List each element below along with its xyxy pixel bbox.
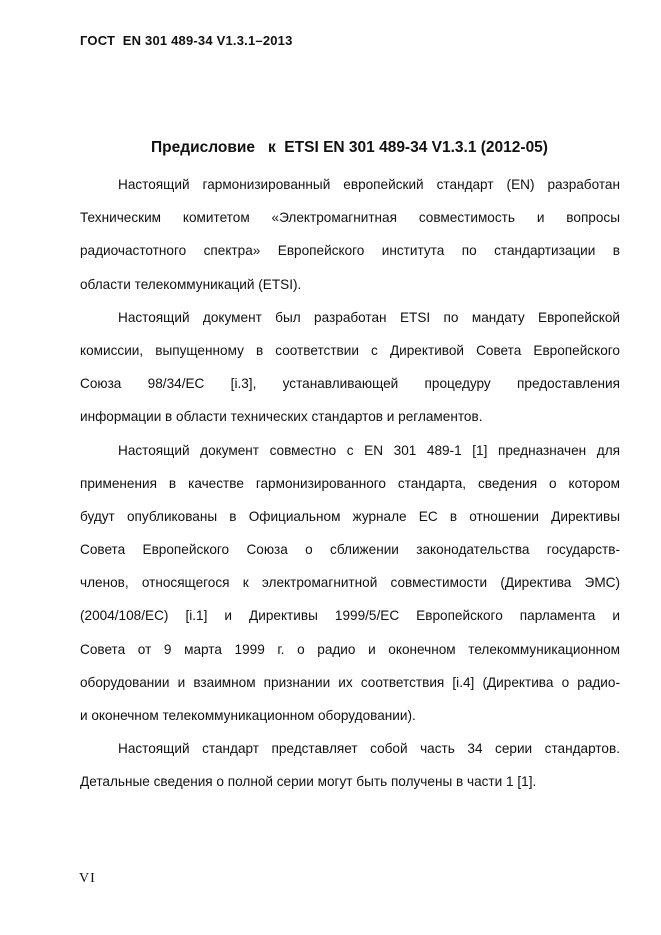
paragraph-mandate: [80, 301, 620, 434]
text-line: Настоящий стандарт представляет собой часть 34 серии стандартов.: [118, 741, 620, 757]
text-line: Союза 98/34/ЕС [i.3], устанавливающей процедуру предоставления: [80, 376, 620, 392]
text-line: будут опубликованы в Официальном журнале ЕС в отношении Директивы: [80, 508, 620, 524]
text-line: Детальные сведения о полной серии могут быть получены в части 1 [1].: [80, 774, 537, 790]
text-line: радиочастотного спектра» Европейского института по стандартизации в: [80, 243, 620, 259]
paragraph-series: [80, 732, 620, 798]
paragraph-purpose: [80, 434, 620, 733]
text-line: (2004/108/ЕС) [i.1] и Директивы 1999/5/ЕС Европейского парламента и: [80, 608, 620, 624]
text-line: применения в качестве гармонизированного стандарта, сведения о котором: [80, 475, 620, 491]
text-line: Настоящий документ был разработан ETSI по мандату Европейской: [118, 309, 620, 325]
paragraph-development: [80, 168, 620, 301]
text-line: Совета от 9 марта 1999 г. о радио и оконечном телекоммуникационном: [80, 641, 620, 657]
text-line: и оконечном телекоммуникационном оборудовании).: [80, 708, 416, 723]
document-header: ГОСТ EN 301 489-34 V1.3.1–2013: [80, 33, 293, 48]
text-line: Настоящий документ совместно с EN 301 489-1 [1] предназначен для: [118, 442, 620, 458]
page-number: VI: [79, 871, 96, 886]
text-line: Совета Европейского Союза о сближении законодательства государств-: [80, 542, 620, 558]
text-line: комиссии, выпущенному в соответствии с Директивой Совета Европейского: [80, 342, 620, 358]
text-line: Техническим комитетом «Электромагнитная совместимость и вопросы: [80, 210, 620, 226]
text-line: Настоящий гармонизированный европейский стандарт (EN) разработан: [118, 177, 620, 192]
text-line: информации в области технических стандартов и регламентов.: [80, 409, 483, 425]
text-line: области телекоммуникаций (ETSI).: [80, 276, 302, 292]
foreword-body: [80, 168, 620, 799]
text-line: членов, относящегося к электромагнитной совместимости (Директива ЭМС): [80, 575, 620, 591]
text-line: оборудовании и взаимном признании их соответствия [i.4] (Директива о радио-: [80, 674, 620, 690]
page-title: Предисловие к ETSI EN 301 489-34 V1.3.1 (2012-05): [151, 139, 548, 156]
